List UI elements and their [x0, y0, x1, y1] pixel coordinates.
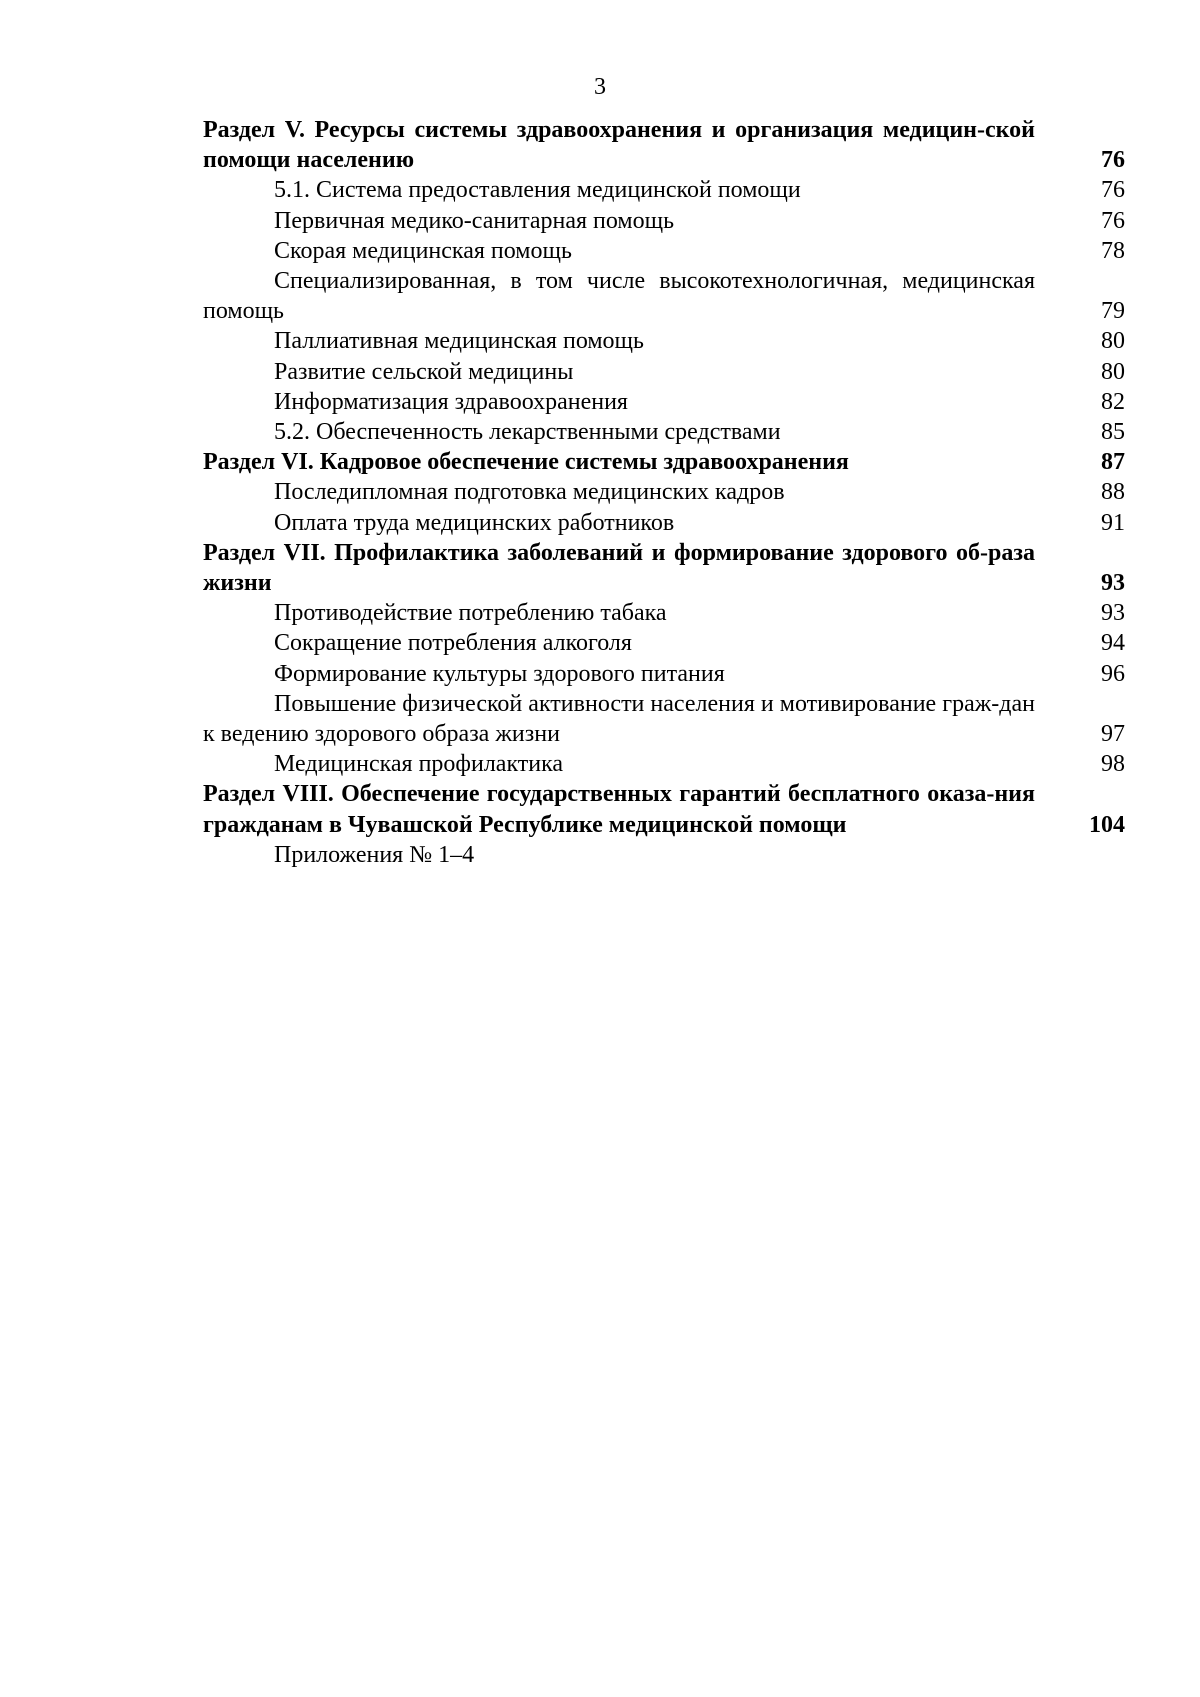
toc-entry-page: 91	[1101, 509, 1125, 536]
toc-entry	[203, 357, 1125, 387]
toc-entry-page: 87	[1101, 449, 1125, 476]
toc-entry	[203, 628, 1125, 658]
page-number: 3	[594, 74, 606, 100]
toc-entry-page: 80	[1101, 328, 1125, 355]
toc-entry-title: Паллиативная медицинская помощь	[274, 328, 644, 355]
toc-entry-page: 93	[1101, 570, 1125, 597]
toc-entry	[203, 206, 1125, 236]
toc-entry-page: 98	[1101, 751, 1125, 778]
toc-entry	[203, 749, 1125, 779]
toc-entry	[203, 598, 1125, 628]
toc-entry-page: 76	[1101, 177, 1125, 204]
toc-entry-page: 88	[1101, 479, 1125, 506]
toc-entry	[203, 326, 1125, 356]
toc-entry-title: Скорая медицинская помощь	[274, 237, 572, 264]
toc-entry	[203, 417, 1125, 447]
toc-entry-title: Первичная медико-санитарная помощь	[274, 207, 675, 234]
toc-entry-title: Информатизация здравоохранения	[274, 388, 628, 415]
toc-entry-page: 82	[1101, 388, 1125, 415]
toc-entry	[203, 508, 1125, 538]
toc-entry	[203, 387, 1125, 417]
toc-entry-page: 78	[1101, 237, 1125, 264]
toc-entry-title: Противодействие потреблению табака	[274, 600, 667, 627]
toc-entry-title: Раздел VIII. Обеспечение государственных гарантий бесплатного оказа-ния гражданам в Чувашской Республике медицинской помощи	[203, 781, 1035, 838]
toc-entry	[203, 236, 1125, 266]
toc-entry	[203, 689, 1125, 749]
toc-entry	[203, 175, 1125, 205]
table-of-contents	[203, 115, 1125, 870]
toc-entry-title: 5.1. Система предоставления медицинской помощи	[274, 177, 801, 204]
toc-entry-page: 93	[1101, 600, 1125, 627]
toc-entry-title: Раздел VII. Профилактика заболеваний и формирование здорового об-раза жизни	[203, 539, 1035, 597]
toc-entry-title: Сокращение потребления алкоголя	[274, 630, 632, 657]
toc-entry-title: Специализированная, в том числе высокотехнологичная, медицинская помощь	[203, 268, 1035, 325]
toc-entry-appendices	[203, 840, 1125, 870]
toc-entry-title: Оплата труда медицинских работников	[274, 509, 675, 536]
toc-entry-page: 76	[1101, 147, 1125, 174]
toc-entry-page: 85	[1101, 419, 1125, 446]
toc-entry-section-viii	[203, 779, 1125, 839]
toc-entry-page: 94	[1101, 630, 1125, 657]
toc-entry-title: Последипломная подготовка медицинских кадров	[274, 479, 785, 506]
toc-entry-section-vii	[203, 538, 1125, 598]
toc-entry	[203, 659, 1125, 689]
toc-entry-section-vi	[203, 447, 1125, 477]
toc-entry-title: Медицинская профилактика	[274, 751, 564, 778]
toc-entry	[203, 266, 1125, 326]
toc-entry-title: Раздел VI. Кадровое обеспечение системы здравоохранения	[203, 449, 849, 476]
toc-entry-page: 96	[1101, 660, 1125, 687]
toc-entry-title: Развитие сельской медицины	[274, 358, 574, 385]
toc-entry	[203, 477, 1125, 507]
toc-entry-page: 104	[1089, 811, 1125, 838]
toc-entry-page: 79	[1101, 298, 1125, 325]
toc-entry-title: 5.2. Обеспеченность лекарственными средствами	[274, 419, 781, 446]
toc-entry-title: Формирование культуры здорового питания	[274, 660, 725, 687]
toc-entry-title: Повышение физической активности населения и мотивирование граж-дан к ведению здорового образа жизни	[203, 690, 1035, 748]
toc-entry-section-v	[203, 115, 1125, 175]
toc-entry-page: 97	[1101, 721, 1125, 748]
toc-entry-title: Приложения № 1–4	[274, 841, 475, 868]
toc-entry-title: Раздел V. Ресурсы системы здравоохранения и организация медицин-ской помощи населению	[203, 117, 1035, 174]
toc-entry-page: 80	[1101, 358, 1125, 385]
toc-entry-page: 76	[1101, 207, 1125, 234]
